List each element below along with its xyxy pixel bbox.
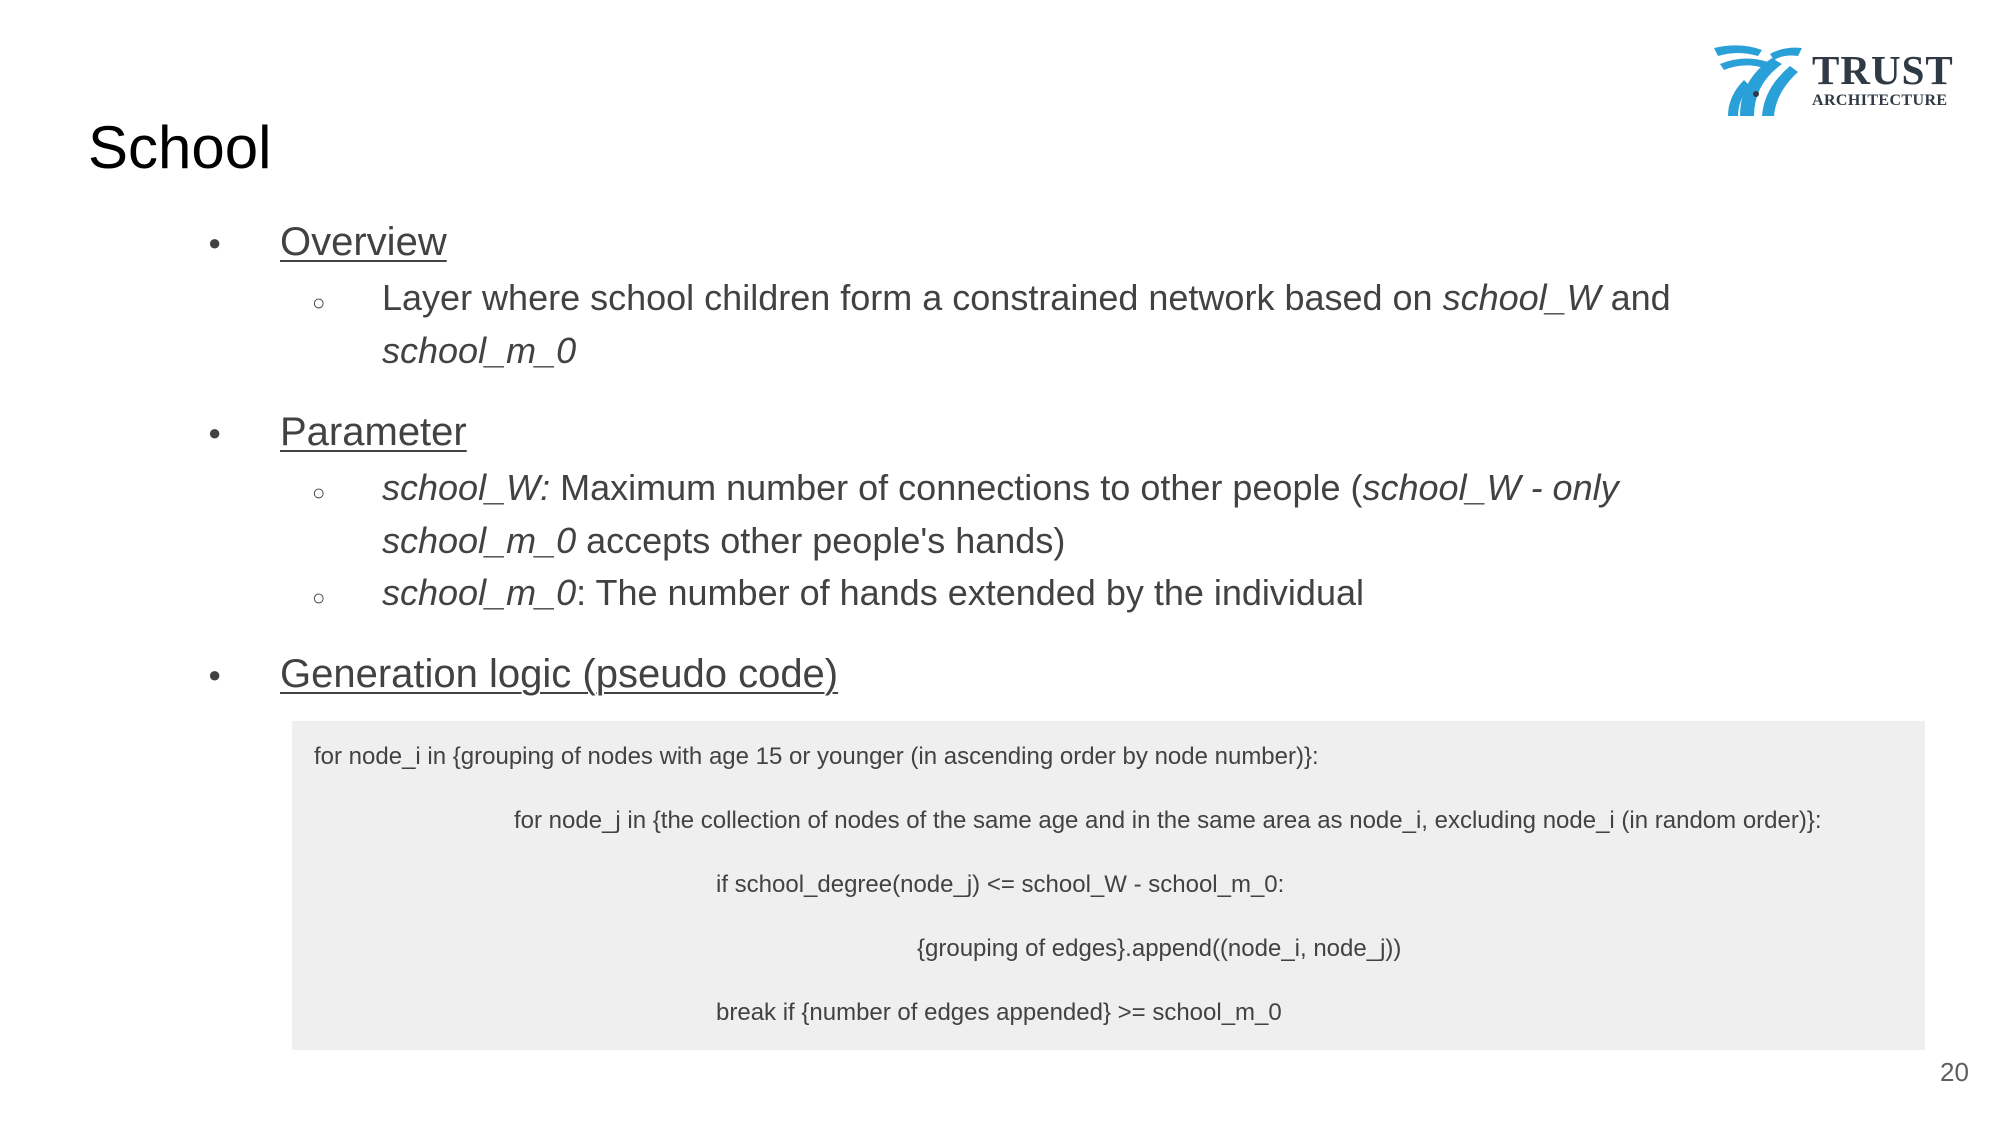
heading-overview[interactable]: Overview [280,220,447,264]
text-run: school_m_0 [382,572,577,613]
trust-architecture-logo-icon [1710,40,1806,118]
bullet: ● [208,662,222,687]
code-line: {grouping of edges}.append((node_i, node_j)) [917,935,1402,962]
text-run: school_W - only school_m_0 [382,467,1619,561]
parameter-school-m-0 [382,566,1762,619]
text-run: Layer where school children form a constrained network based on [382,277,1443,318]
text-run: school_W: [382,467,551,508]
parameter-school-w [382,461,1762,567]
heading-generation-logic[interactable]: Generation logic (pseudo code) [280,652,839,696]
text-run: : The number of hands extended by the individual [576,572,1364,613]
bullet: ● [208,420,222,445]
trust-architecture-logo [1710,40,1970,120]
pseudo-code-block [292,721,1925,1050]
text-run: school_m_0 [382,330,577,371]
text-run: Maximum number of connections to other people ( [550,467,1363,508]
text-run: school_W [1442,277,1601,318]
sub-bullet: ○ [312,480,326,505]
sub-bullet: ○ [312,585,326,610]
text-run: and [1600,277,1671,318]
bullet: ● [208,230,222,255]
logo-word-architecture: ARCHITECTURE [1812,92,1948,109]
code-line: if school_degree(node_j) <= school_W - school_m_0: [716,871,1285,898]
code-line: for node_i in {grouping of nodes with age 15 or younger (in ascending order by node number)}: [314,743,1319,770]
logo-wordmark [1812,47,1954,109]
code-line: for node_j in {the collection of nodes of the same age and in the same area as node_i, excluding node_i (in random order)}: [514,807,1822,834]
sub-bullet: ○ [312,290,326,315]
page-number: 20 [1940,1057,1969,1087]
text-run: accepts other people's hands) [576,520,1066,561]
logo-word-trust: TRUST [1812,47,1954,93]
overview-description [382,271,1762,377]
slide-title: School [88,114,272,181]
heading-parameter[interactable]: Parameter [280,410,467,454]
code-line: break if {number of edges appended} >= school_m_0 [716,999,1282,1026]
